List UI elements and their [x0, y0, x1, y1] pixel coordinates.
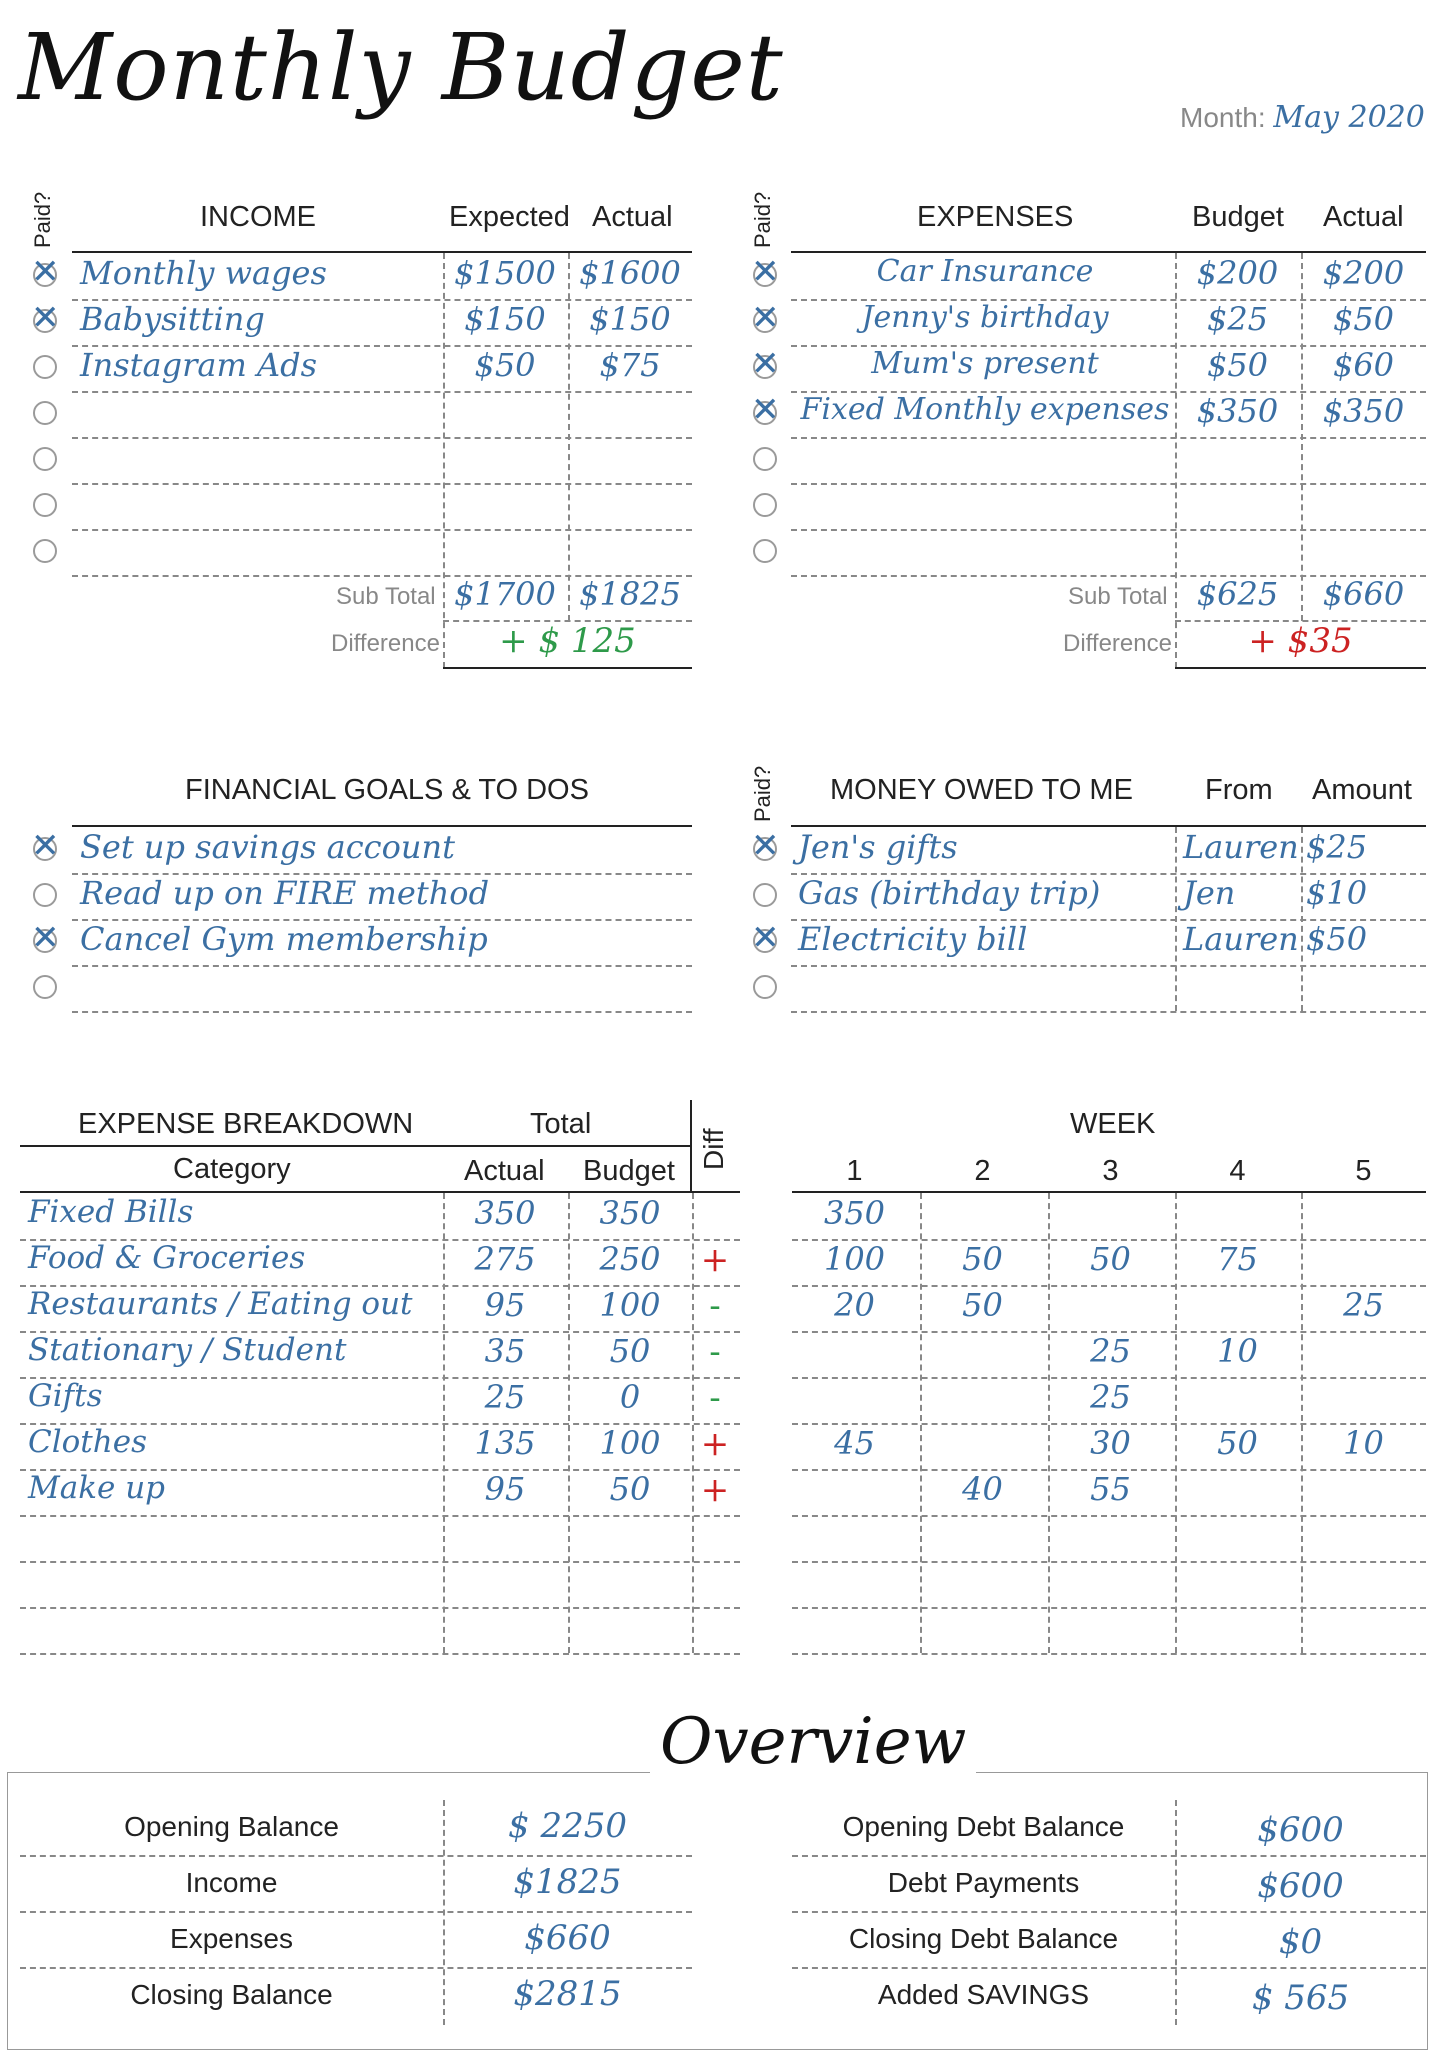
- column-divider: [1175, 1800, 1177, 2025]
- owed-paid-checkbox[interactable]: [751, 826, 780, 866]
- week-cell: 30: [1090, 1424, 1131, 1462]
- column-divider: [1301, 1193, 1303, 1653]
- goal-checkbox[interactable]: [33, 883, 57, 907]
- week-col-header: 3: [1102, 1155, 1119, 1187]
- check-mark-icon: ✕: [751, 918, 780, 958]
- check-mark-icon: ✕: [751, 344, 780, 384]
- expense-budget: $200: [1196, 254, 1279, 292]
- breakdown-actual: 350: [474, 1194, 536, 1232]
- breakdown-category: Stationary / Student: [28, 1332, 347, 1368]
- goal-text: Read up on FIRE method: [80, 874, 490, 912]
- owed-amount: $25: [1306, 828, 1368, 866]
- column-divider: [920, 1193, 922, 1653]
- owed-from: Jen: [1183, 874, 1236, 912]
- week-cell: 25: [1343, 1286, 1384, 1324]
- expenses-row-line: [791, 483, 1426, 485]
- column-divider: [1301, 253, 1303, 621]
- breakdown-actual: 95: [484, 1286, 526, 1324]
- month-label: Month:: [1180, 102, 1266, 133]
- expenses-header: EXPENSES: [917, 201, 1074, 233]
- income-paid-checkbox[interactable]: [33, 493, 57, 517]
- income-paid-checkbox[interactable]: [31, 298, 60, 338]
- income-paid-checkbox[interactable]: [31, 252, 60, 292]
- expenses-subtotal-actual: $660: [1322, 575, 1405, 613]
- income-subtotal-label: Sub Total: [336, 583, 436, 610]
- expense-actual: $50: [1332, 300, 1395, 338]
- breakdown-budget: 50: [609, 1470, 651, 1508]
- income-name: Monthly wages: [80, 254, 327, 292]
- diff-column-rule: [690, 1100, 692, 1193]
- week-cell: 50: [1217, 1424, 1258, 1462]
- owed-paid-checkbox[interactable]: [753, 975, 777, 999]
- expenses-difference-rule: [1175, 667, 1426, 669]
- page-title: Monthly Budget: [18, 14, 784, 121]
- column-divider: [1301, 827, 1303, 1011]
- week-cell: 55: [1090, 1470, 1131, 1508]
- overview-right-value: $600: [1257, 1866, 1344, 1906]
- goal-row-line: [72, 965, 692, 967]
- overview-right-label: Added SAVINGS: [877, 1979, 1090, 2010]
- expense-budget: $25: [1206, 300, 1269, 338]
- overview-left-value: $ 2250: [508, 1806, 627, 1846]
- expense-name: Mum's present: [871, 346, 1099, 381]
- goal-checkbox[interactable]: [31, 826, 60, 866]
- breakdown-budget-label: Budget: [583, 1155, 675, 1187]
- check-mark-icon: ✕: [751, 252, 780, 292]
- income-actual: $75: [599, 346, 661, 384]
- owed-from: Lauren: [1183, 920, 1299, 958]
- overview-left-label: Income: [185, 1867, 278, 1898]
- owed-item: Electricity bill: [798, 920, 1028, 958]
- breakdown-header: EXPENSE BREAKDOWN: [78, 1108, 414, 1140]
- income-actual: $150: [589, 300, 671, 338]
- expenses-row-line: [791, 529, 1426, 531]
- expense-name: Car Insurance: [876, 254, 1094, 289]
- breakdown-category-label: Category: [173, 1153, 291, 1185]
- breakdown-category: Restaurants / Eating out: [28, 1286, 413, 1322]
- check-mark-icon: ✕: [751, 390, 780, 430]
- income-actual: $1600: [579, 254, 681, 292]
- breakdown-budget: 100: [599, 1286, 661, 1324]
- week-cell: 25: [1090, 1332, 1131, 1370]
- income-row-line: [72, 483, 692, 485]
- breakdown-category: Make up: [28, 1470, 166, 1506]
- breakdown-row-line: [20, 1561, 740, 1563]
- breakdown-total-label: Total: [530, 1108, 592, 1140]
- check-mark-icon: ✕: [31, 298, 60, 338]
- week-cell: 50: [962, 1286, 1003, 1324]
- expense-budget: $50: [1206, 346, 1269, 384]
- expenses-difference-label: Difference: [1063, 630, 1172, 657]
- breakdown-category: Fixed Bills: [28, 1194, 194, 1230]
- column-divider: [443, 1800, 445, 2025]
- column-divider: [692, 1193, 694, 1653]
- income-header-rule: [72, 251, 692, 253]
- income-name: Instagram Ads: [80, 346, 317, 384]
- paid-label: Paid?: [750, 191, 775, 248]
- breakdown-diff: +: [700, 1470, 730, 1510]
- overview-row-line: [792, 1855, 1426, 1857]
- breakdown-actual: 135: [474, 1424, 536, 1462]
- breakdown-budget: 100: [599, 1424, 661, 1462]
- overview-right-label: Opening Debt Balance: [842, 1811, 1125, 1842]
- owed-paid-checkbox[interactable]: [753, 883, 777, 907]
- expense-actual: $200: [1322, 254, 1405, 292]
- breakdown-subheader-rule: [20, 1191, 740, 1193]
- week-row-line: [792, 1515, 1426, 1517]
- owed-row-line: [791, 1011, 1426, 1013]
- week-row-line: [792, 1285, 1426, 1287]
- expenses-paid-checkbox[interactable]: [753, 493, 777, 517]
- goal-text: Cancel Gym membership: [80, 920, 488, 958]
- breakdown-category: Food & Groceries: [28, 1240, 306, 1276]
- week-col-header: 1: [846, 1155, 863, 1187]
- overview-right-value: $0: [1278, 1922, 1323, 1962]
- breakdown-actual: 275: [474, 1240, 536, 1278]
- week-header: WEEK: [1070, 1108, 1156, 1140]
- paid-label: Paid?: [750, 765, 775, 822]
- week-cell: 350: [823, 1194, 886, 1232]
- check-mark-icon: ✕: [31, 252, 60, 292]
- breakdown-actual: 35: [484, 1332, 526, 1370]
- income-name: Babysitting: [80, 300, 265, 338]
- overview-row-line: [20, 1855, 692, 1857]
- goal-row-line: [72, 1011, 692, 1013]
- income-paid-checkbox[interactable]: [33, 447, 57, 471]
- expenses-paid-checkbox[interactable]: [751, 344, 780, 384]
- breakdown-budget: 350: [599, 1194, 661, 1232]
- goals-header: FINANCIAL GOALS & TO DOS: [185, 774, 589, 806]
- income-paid-checkbox[interactable]: [33, 355, 57, 379]
- week-col-header: 5: [1355, 1155, 1372, 1187]
- owed-header-rule: [791, 825, 1426, 827]
- owed-row-line: [791, 965, 1426, 967]
- owed-col-amount: Amount: [1312, 774, 1412, 806]
- column-divider: [443, 1193, 445, 1653]
- breakdown-row-line: [20, 1653, 740, 1655]
- goals-header-rule: [72, 825, 692, 827]
- expenses-paid-checkbox[interactable]: [751, 252, 780, 292]
- overview-row-line: [20, 1967, 692, 1969]
- income-expected: $50: [474, 346, 536, 384]
- column-divider: [568, 1193, 570, 1653]
- overview-row-line: [792, 1911, 1426, 1913]
- week-header-rule: [792, 1191, 1426, 1193]
- week-col-header: 2: [974, 1155, 991, 1187]
- breakdown-actual: 95: [484, 1470, 526, 1508]
- income-col-actual: Actual: [592, 201, 673, 233]
- breakdown-row-line: [20, 1607, 740, 1609]
- breakdown-diff: +: [700, 1424, 730, 1464]
- goal-text: Set up savings account: [80, 828, 455, 866]
- income-difference-label: Difference: [331, 630, 440, 657]
- expenses-paid-checkbox[interactable]: [753, 447, 777, 471]
- paid-label: Paid?: [30, 191, 55, 248]
- check-mark-icon: ✕: [31, 826, 60, 866]
- expenses-col-actual: Actual: [1323, 201, 1404, 233]
- expense-name: Fixed Monthly expenses: [800, 392, 1170, 427]
- expenses-header-rule: [791, 251, 1426, 253]
- expenses-subtotal-budget: $625: [1196, 575, 1279, 613]
- overview-right-value: $ 565: [1251, 1978, 1350, 2018]
- week-cell: 40: [962, 1470, 1003, 1508]
- expense-actual: $350: [1322, 392, 1405, 430]
- overview-row-line: [20, 1911, 692, 1913]
- expense-budget: $350: [1196, 392, 1279, 430]
- overview-left-label: Expenses: [170, 1923, 293, 1954]
- income-header: INCOME: [200, 201, 316, 233]
- owed-paid-checkbox[interactable]: [751, 918, 780, 958]
- breakdown-category: Gifts: [28, 1378, 103, 1414]
- week-cell: 10: [1343, 1424, 1384, 1462]
- week-cell: 50: [962, 1240, 1003, 1278]
- breakdown-diff-label: Diff: [698, 1128, 729, 1170]
- week-cell: 100: [823, 1240, 886, 1278]
- income-difference: + $ 125: [499, 621, 636, 661]
- breakdown-diff: +: [700, 1240, 730, 1280]
- check-mark-icon: ✕: [751, 826, 780, 866]
- income-expected: $1500: [454, 254, 556, 292]
- week-cell: 20: [834, 1286, 875, 1324]
- income-subtotal-expected: $1700: [454, 575, 556, 613]
- overview-row-line: [792, 1967, 1426, 1969]
- expenses-row-line: [791, 437, 1426, 439]
- column-divider: [568, 253, 570, 621]
- income-difference-rule: [443, 667, 692, 669]
- overview-left-value: $1825: [513, 1862, 622, 1902]
- expenses-subtotal-label: Sub Total: [1068, 583, 1168, 610]
- week-cell: 10: [1217, 1332, 1258, 1370]
- owed-from: Lauren: [1183, 828, 1299, 866]
- breakdown-budget: 50: [609, 1332, 651, 1370]
- week-row-line: [792, 1607, 1426, 1609]
- overview-left-label: Opening Balance: [124, 1811, 339, 1842]
- column-divider: [1048, 1193, 1050, 1653]
- breakdown-budget: 0: [619, 1378, 641, 1416]
- expenses-paid-checkbox[interactable]: [751, 390, 780, 430]
- week-cell: 25: [1090, 1378, 1131, 1416]
- goal-checkbox[interactable]: [31, 918, 60, 958]
- income-paid-checkbox[interactable]: [33, 539, 57, 563]
- goal-checkbox[interactable]: [33, 975, 57, 999]
- income-row-line: [72, 391, 692, 393]
- overview-right-value: $600: [1257, 1810, 1344, 1850]
- expenses-col-budget: Budget: [1192, 201, 1284, 233]
- breakdown-category: Clothes: [28, 1424, 147, 1460]
- income-paid-checkbox[interactable]: [33, 401, 57, 425]
- week-cell: 50: [1090, 1240, 1131, 1278]
- expenses-paid-checkbox[interactable]: [753, 539, 777, 563]
- income-row-line: [72, 529, 692, 531]
- income-subtotal-actual: $1825: [579, 575, 681, 613]
- breakdown-actual: 25: [484, 1378, 526, 1416]
- income-expected: $150: [464, 300, 546, 338]
- week-col-header: 4: [1229, 1155, 1246, 1187]
- week-cell: 75: [1217, 1240, 1258, 1278]
- income-row-line: [72, 437, 692, 439]
- overview-left-value: $660: [524, 1918, 611, 1958]
- overview-left-value: $2815: [513, 1974, 622, 2014]
- breakdown-header-rule: [20, 1145, 690, 1147]
- breakdown-budget: 250: [599, 1240, 661, 1278]
- breakdown-diff: -: [709, 1286, 721, 1326]
- column-divider: [1175, 1193, 1177, 1653]
- overview-right-label: Debt Payments: [887, 1867, 1080, 1898]
- owed-amount: $10: [1306, 874, 1368, 912]
- breakdown-diff: -: [709, 1378, 721, 1418]
- column-divider: [1175, 827, 1177, 1011]
- check-mark-icon: ✕: [31, 918, 60, 958]
- owed-header: MONEY OWED TO ME: [830, 774, 1133, 806]
- owed-amount: $50: [1306, 920, 1368, 958]
- income-col-expected: Expected: [449, 201, 570, 233]
- breakdown-row-line: [20, 1515, 740, 1517]
- owed-item: Gas (birthday trip): [798, 874, 1101, 912]
- month-field: [1180, 100, 1425, 135]
- expense-name: Jenny's birthday: [861, 300, 1109, 335]
- week-row-line: [792, 1653, 1426, 1655]
- breakdown-actual-label: Actual: [464, 1155, 545, 1187]
- owed-col-from: From: [1205, 774, 1273, 806]
- expense-actual: $60: [1332, 346, 1395, 384]
- overview-left-label: Closing Balance: [130, 1979, 333, 2010]
- expenses-paid-checkbox[interactable]: [751, 298, 780, 338]
- week-row-line: [792, 1561, 1426, 1563]
- overview-right-label: Closing Debt Balance: [848, 1923, 1119, 1954]
- week-cell: 45: [834, 1424, 875, 1462]
- breakdown-diff: -: [709, 1332, 721, 1372]
- check-mark-icon: ✕: [751, 298, 780, 338]
- owed-item: Jen's gifts: [798, 828, 958, 866]
- overview-title: Overview: [650, 1710, 976, 1774]
- expenses-difference: + $35: [1248, 621, 1353, 661]
- month-value: May 2020: [1273, 100, 1425, 135]
